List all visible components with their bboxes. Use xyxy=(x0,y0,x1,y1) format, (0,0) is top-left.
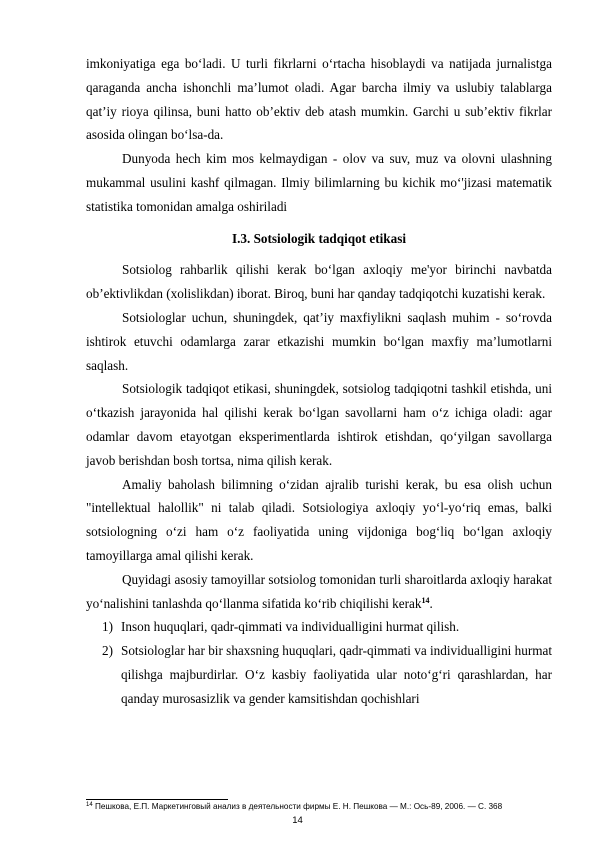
list-item-text: Sotsiologlar har bir shaxsning huquqlari, qadr-qimmati va individualligini hurmat qilishga majburdirlar. O‘z kasbiy faoliyatida ular noto‘g‘ri qarashlardan, har qanday murosasizlik va gender kamsitishdan qochishlari xyxy=(121,643,552,706)
list-item-number: 2) xyxy=(102,643,113,659)
footnote-divider xyxy=(86,799,228,800)
footnote-number: 14 xyxy=(86,802,93,808)
footnote-text: Пешкова, Е.П. Маркетинговый анализ в деятельности фирмы Е. Н. Пешкова — М.: Ось-89, 2006. — С. 368 xyxy=(94,802,503,811)
paragraph-principles xyxy=(86,568,552,616)
paragraph-objectivity: Sotsiolog rahbarlik qilishi kerak bo‘lgan axloqiy me'yor birinchi navbatda ob’ektivlikdan (xolislikdan) iborat. Biroq, buni har qanday tadqiqotchi kuzatishi kerak. xyxy=(86,262,552,302)
body-text xyxy=(86,52,552,711)
footnote-reference: 14 xyxy=(421,595,430,605)
list-item xyxy=(86,639,552,710)
section-heading: I.3. Sotsiologik tadqiqot etikasi xyxy=(231,230,407,246)
paragraph-statistics: Dunyoda hech kim mos kelmaydigan - olov va suv, muz va olovni ulashning mukammal usulini kashf qilmagan. Ilmiy bilimlarning bu kichik mo‘'jizasi matematik statistika tomonidan amalga oshiriladi xyxy=(86,151,552,214)
list-item xyxy=(86,615,552,639)
paragraph-confidentiality: Sotsiologlar uchun, shuningdek, qat’iy maxfiylikni saqlash muhim - so‘rovda ishtirok etuvchi odamlarga zarar etkazishi mumkin bo‘lgan maxfiy ma’lumotlarni saqlash. xyxy=(86,309,552,373)
principles-list xyxy=(86,615,552,710)
paragraph-intellectual-honesty: Amaliy baholash bilimning o‘zidan ajralib turishi kerak, bu esa olish uchun "intellektual halollik" ni talab qiladi. Sotsiologiya axloqiy yo‘l-yo‘riq emas, balki sotsiologning o‘zi ham o‘z faoliyatida uning vijdoniga bog‘liq bo‘lgan axloqiy tamoyillarga amal qilishi kerak. xyxy=(86,476,552,563)
paragraph-principles-text: Quyidagi asosiy tamoyillar sotsiolog tomonidan turli sharoitlarda axloqiy harakat yo‘nalishini tanlashda qo‘llanma sifatida ko‘rib chiqilishi kerak xyxy=(86,571,552,611)
list-item-number: 1) xyxy=(102,619,113,635)
footnote xyxy=(86,801,502,812)
paragraph-research-ethics: Sotsiologik tadqiqot etikasi, shuningdek, sotsiolog tadqiqotni tashkil etishda, uni o‘tkazish jarayonida hal qilishi kerak bo‘lgan savollarni ham o‘z ichiga oladi: agar odamlar davom etayotgan eksperimentlarda ishtirok etishdan, qo‘yilgan savollarga javob berishdan bosh tortsa, nima qilish kerak. xyxy=(86,381,552,468)
paragraph-principles-end: . xyxy=(429,595,433,611)
paragraph-continuation: imkoniyatiga ega bo‘ladi. U turli fikrlarni o‘rtacha hisoblaydi va natijada jurnalistga qaraganda ancha ishonchli ma’lumot oladi. Agar barcha ilmiy va uslubiy talablarga qat’iy rioya qilinsa, buni hatto ob’ektiv deb atash mumkin. Garchi u sub’ektiv fikrlar asosida olingan bo‘lsa-da. xyxy=(86,56,552,143)
list-item-text: Inson huquqlari, qadr-qimmati va individualligini hurmat qilish. xyxy=(121,619,460,635)
page-number: 14 xyxy=(292,815,303,826)
